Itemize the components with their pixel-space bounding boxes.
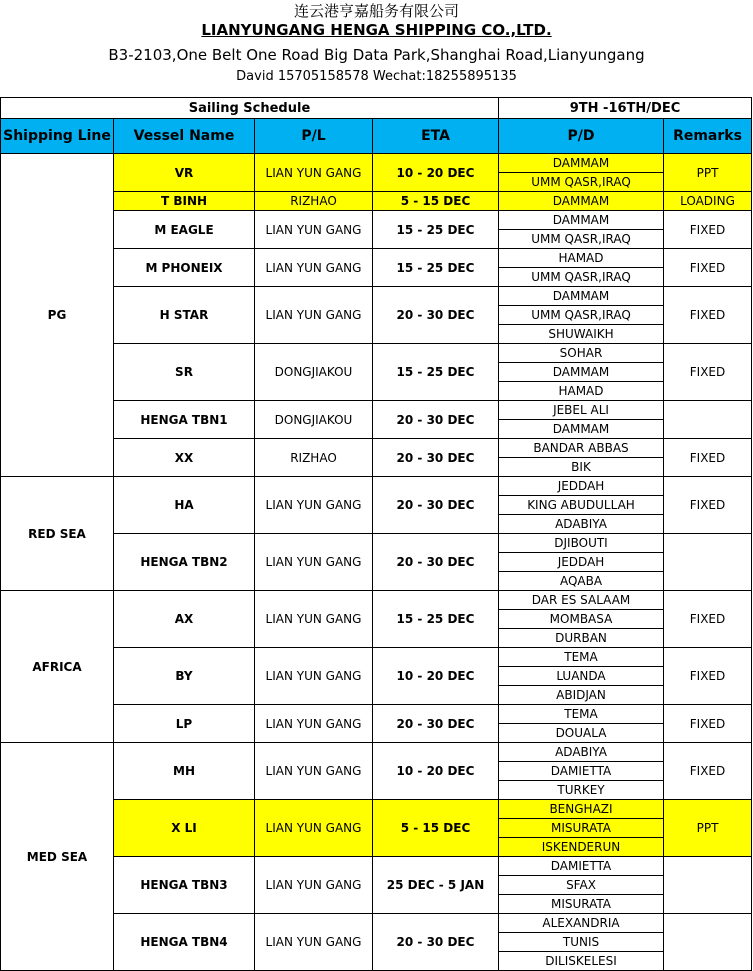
port-of-discharge-cell: TUNIS xyxy=(499,933,664,952)
remarks-cell: FIXED xyxy=(664,439,752,477)
title-row xyxy=(1,98,752,119)
remarks-cell: FIXED xyxy=(664,287,752,344)
col-header-pl: P/L xyxy=(255,119,373,154)
remarks-cell: FIXED xyxy=(664,648,752,705)
sailing-schedule-table-wrap xyxy=(0,97,752,971)
port-of-discharge-cell: KING ABUDULLAH xyxy=(499,496,664,515)
table-row xyxy=(1,154,752,173)
port-of-discharge-cell: SHUWAIKH xyxy=(499,325,664,344)
port-of-discharge-cell: TURKEY xyxy=(499,781,664,800)
port-of-discharge-cell: MOMBASA xyxy=(499,610,664,629)
vessel-name-cell: M PHONEIX xyxy=(114,249,255,287)
table-row xyxy=(1,743,752,762)
port-of-loading-cell: LIAN YUN GANG xyxy=(255,287,373,344)
company-address: B3-2103,One Belt One Road Big Data Park,Shanghai Road,Lianyungang xyxy=(108,46,645,64)
port-of-discharge-cell: ISKENDERUN xyxy=(499,838,664,857)
vessel-name-cell: M EAGLE xyxy=(114,211,255,249)
port-of-discharge-cell: DILISKELESI xyxy=(499,952,664,971)
shipping-line-cell: MED SEA xyxy=(1,743,114,971)
vessel-name-cell: SR xyxy=(114,344,255,401)
table-row xyxy=(1,857,752,876)
date-range: 9TH -16TH/DEC xyxy=(499,98,752,119)
port-of-discharge-cell: UMM QASR,IRAQ xyxy=(499,230,664,249)
port-of-discharge-cell: SOHAR xyxy=(499,344,664,363)
col-header-remarks: Remarks xyxy=(664,119,752,154)
table-row xyxy=(1,344,752,363)
remarks-cell: FIXED xyxy=(664,743,752,800)
company-name-chinese: 连云港亨嘉船务有限公司 xyxy=(293,2,459,20)
eta-cell: 20 - 30 DEC xyxy=(373,287,499,344)
vessel-name-cell: T BINH xyxy=(114,192,255,211)
table-row xyxy=(1,287,752,306)
vessel-name-cell: H STAR xyxy=(114,287,255,344)
port-of-loading-cell: LIAN YUN GANG xyxy=(255,705,373,743)
remarks-cell: FIXED xyxy=(664,249,752,287)
port-of-discharge-cell: DAMMAM xyxy=(499,154,664,173)
port-of-discharge-cell: DAR ES SALAAM xyxy=(499,591,664,610)
vessel-name-cell: X LI xyxy=(114,800,255,857)
port-of-discharge-cell: JEDDAH xyxy=(499,477,664,496)
vessel-name-cell: LP xyxy=(114,705,255,743)
remarks-cell: FIXED xyxy=(664,591,752,648)
vessel-name-cell: HENGA TBN3 xyxy=(114,857,255,914)
remarks-cell: LOADING xyxy=(664,192,752,211)
port-of-discharge-cell: ABIDJAN xyxy=(499,686,664,705)
column-header-row xyxy=(1,119,752,154)
eta-cell: 20 - 30 DEC xyxy=(373,705,499,743)
remarks-cell: FIXED xyxy=(664,211,752,249)
remarks-cell xyxy=(664,534,752,591)
eta-cell: 5 - 15 DEC xyxy=(373,800,499,857)
company-name-english: LIANYUNGANG HENGA SHIPPING CO.,LTD. xyxy=(201,21,552,39)
port-of-discharge-cell: ADABIYA xyxy=(499,743,664,762)
port-of-loading-cell: LIAN YUN GANG xyxy=(255,477,373,534)
table-row xyxy=(1,211,752,230)
vessel-name-cell: HENGA TBN4 xyxy=(114,914,255,971)
table-row xyxy=(1,914,752,933)
shipping-line-cell: RED SEA xyxy=(1,477,114,591)
port-of-loading-cell: LIAN YUN GANG xyxy=(255,914,373,971)
port-of-discharge-cell: UMM QASR,IRAQ xyxy=(499,173,664,192)
company-contact: David 15705158578 Wechat:18255895135 xyxy=(236,69,517,84)
port-of-discharge-cell: LUANDA xyxy=(499,667,664,686)
port-of-loading-cell: DONGJIAKOU xyxy=(255,401,373,439)
table-row xyxy=(1,534,752,553)
vessel-name-cell: XX xyxy=(114,439,255,477)
table-title: Sailing Schedule xyxy=(1,98,499,119)
port-of-discharge-cell: HAMAD xyxy=(499,249,664,268)
vessel-name-cell: HENGA TBN1 xyxy=(114,401,255,439)
port-of-discharge-cell: UMM QASR,IRAQ xyxy=(499,268,664,287)
port-of-discharge-cell: MISURATA xyxy=(499,895,664,914)
port-of-discharge-cell: DAMMAM xyxy=(499,192,664,211)
vessel-name-cell: BY xyxy=(114,648,255,705)
shipping-line-cell: AFRICA xyxy=(1,591,114,743)
table-row xyxy=(1,192,752,211)
port-of-loading-cell: LIAN YUN GANG xyxy=(255,800,373,857)
eta-cell: 20 - 30 DEC xyxy=(373,477,499,534)
port-of-loading-cell: LIAN YUN GANG xyxy=(255,591,373,648)
port-of-loading-cell: LIAN YUN GANG xyxy=(255,743,373,800)
eta-cell: 10 - 20 DEC xyxy=(373,743,499,800)
eta-cell: 15 - 25 DEC xyxy=(373,211,499,249)
vessel-name-cell: HENGA TBN2 xyxy=(114,534,255,591)
eta-cell: 15 - 25 DEC xyxy=(373,249,499,287)
port-of-discharge-cell: DAMMAM xyxy=(499,211,664,230)
col-header-eta: ETA xyxy=(373,119,499,154)
port-of-discharge-cell: ADABIYA xyxy=(499,515,664,534)
eta-cell: 20 - 30 DEC xyxy=(373,534,499,591)
port-of-discharge-cell: DJIBOUTI xyxy=(499,534,664,553)
table-row xyxy=(1,705,752,724)
vessel-name-cell: AX xyxy=(114,591,255,648)
eta-cell: 10 - 20 DEC xyxy=(373,154,499,192)
remarks-cell xyxy=(664,914,752,971)
table-row xyxy=(1,648,752,667)
port-of-discharge-cell: DAMMAM xyxy=(499,420,664,439)
remarks-cell xyxy=(664,857,752,914)
remarks-cell: FIXED xyxy=(664,477,752,534)
eta-cell: 20 - 30 DEC xyxy=(373,439,499,477)
remarks-cell xyxy=(664,401,752,439)
eta-cell: 10 - 20 DEC xyxy=(373,648,499,705)
vessel-name-cell: MH xyxy=(114,743,255,800)
port-of-discharge-cell: DAMMAM xyxy=(499,287,664,306)
eta-cell: 20 - 30 DEC xyxy=(373,914,499,971)
eta-cell: 25 DEC - 5 JAN xyxy=(373,857,499,914)
port-of-discharge-cell: JEBEL ALI xyxy=(499,401,664,420)
vessel-name-cell: HA xyxy=(114,477,255,534)
port-of-loading-cell: RIZHAO xyxy=(255,439,373,477)
port-of-discharge-cell: HAMAD xyxy=(499,382,664,401)
eta-cell: 15 - 25 DEC xyxy=(373,344,499,401)
port-of-loading-cell: RIZHAO xyxy=(255,192,373,211)
port-of-loading-cell: LIAN YUN GANG xyxy=(255,154,373,192)
table-row xyxy=(1,800,752,819)
port-of-discharge-cell: DAMIETTA xyxy=(499,762,664,781)
port-of-discharge-cell: TEMA xyxy=(499,705,664,724)
port-of-discharge-cell: DURBAN xyxy=(499,629,664,648)
port-of-loading-cell: LIAN YUN GANG xyxy=(255,211,373,249)
table-row xyxy=(1,591,752,610)
port-of-loading-cell: DONGJIAKOU xyxy=(255,344,373,401)
remarks-cell: FIXED xyxy=(664,344,752,401)
table-row xyxy=(1,249,752,268)
port-of-loading-cell: LIAN YUN GANG xyxy=(255,648,373,705)
port-of-loading-cell: LIAN YUN GANG xyxy=(255,857,373,914)
port-of-discharge-cell: TEMA xyxy=(499,648,664,667)
col-header-shipping-line: Shipping Line xyxy=(1,119,114,154)
table-row xyxy=(1,477,752,496)
col-header-pd: P/D xyxy=(499,119,664,154)
remarks-cell: PPT xyxy=(664,800,752,857)
sailing-schedule-table xyxy=(0,97,752,971)
port-of-discharge-cell: SFAX xyxy=(499,876,664,895)
remarks-cell: FIXED xyxy=(664,705,752,743)
eta-cell: 15 - 25 DEC xyxy=(373,591,499,648)
port-of-discharge-cell: DOUALA xyxy=(499,724,664,743)
port-of-discharge-cell: MISURATA xyxy=(499,819,664,838)
remarks-cell: PPT xyxy=(664,154,752,192)
port-of-discharge-cell: DAMMAM xyxy=(499,363,664,382)
vessel-name-cell: VR xyxy=(114,154,255,192)
port-of-discharge-cell: DAMIETTA xyxy=(499,857,664,876)
port-of-loading-cell: LIAN YUN GANG xyxy=(255,249,373,287)
table-row xyxy=(1,401,752,420)
table-row xyxy=(1,439,752,458)
port-of-discharge-cell: ALEXANDRIA xyxy=(499,914,664,933)
port-of-loading-cell: LIAN YUN GANG xyxy=(255,534,373,591)
eta-cell: 20 - 30 DEC xyxy=(373,401,499,439)
port-of-discharge-cell: BIK xyxy=(499,458,664,477)
eta-cell: 5 - 15 DEC xyxy=(373,192,499,211)
port-of-discharge-cell: UMM QASR,IRAQ xyxy=(499,306,664,325)
port-of-discharge-cell: BENGHAZI xyxy=(499,800,664,819)
shipping-line-cell: PG xyxy=(1,154,114,477)
port-of-discharge-cell: AQABA xyxy=(499,572,664,591)
port-of-discharge-cell: JEDDAH xyxy=(499,553,664,572)
port-of-discharge-cell: BANDAR ABBAS xyxy=(499,439,664,458)
col-header-vessel-name: Vessel Name xyxy=(114,119,255,154)
